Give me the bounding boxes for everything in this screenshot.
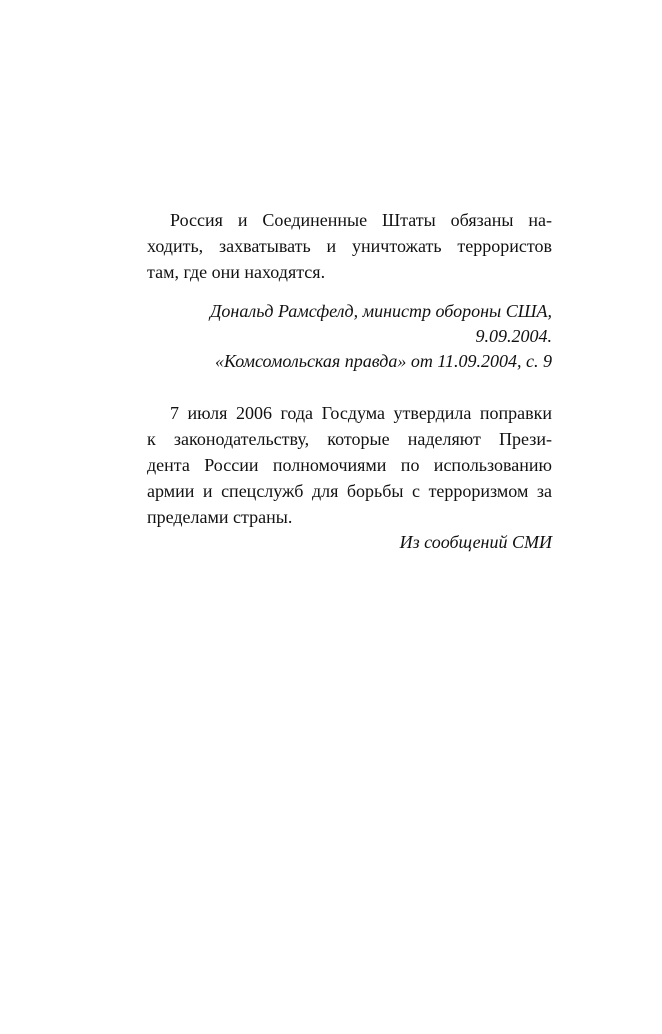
epigraph-1-attribution: Дональд Рамсфелд, министр обороны США, [209, 301, 552, 321]
epigraph-1-attribution: «Комсомольская правда» от 11.09.2004, с. 9 [214, 351, 552, 371]
epigraph-2-line: пределами страны. [147, 507, 293, 527]
epigraph-2-line: армии и спецслужб для борьбы с терроризмом за [147, 481, 552, 501]
epigraph-1-line: Россия и Соединенные Штаты обязаны на- [170, 210, 552, 230]
epigraph-2-line: к законодательству, которые наделяют Прези- [147, 429, 552, 449]
epigraph-2-attribution: Из сообщений СМИ [399, 532, 552, 552]
epigraph-1-line: там, где они находятся. [147, 262, 326, 282]
epigraph-2-line: 7 июля 2006 года Госдума утвердила поправки [170, 403, 552, 423]
epigraph-1-attribution: 9.09.2004. [475, 326, 552, 346]
epigraph-2-line: дента России полномочиями по использованию [147, 455, 552, 475]
epigraph-1-line: ходить, захватывать и уничтожать террористов [147, 236, 552, 256]
